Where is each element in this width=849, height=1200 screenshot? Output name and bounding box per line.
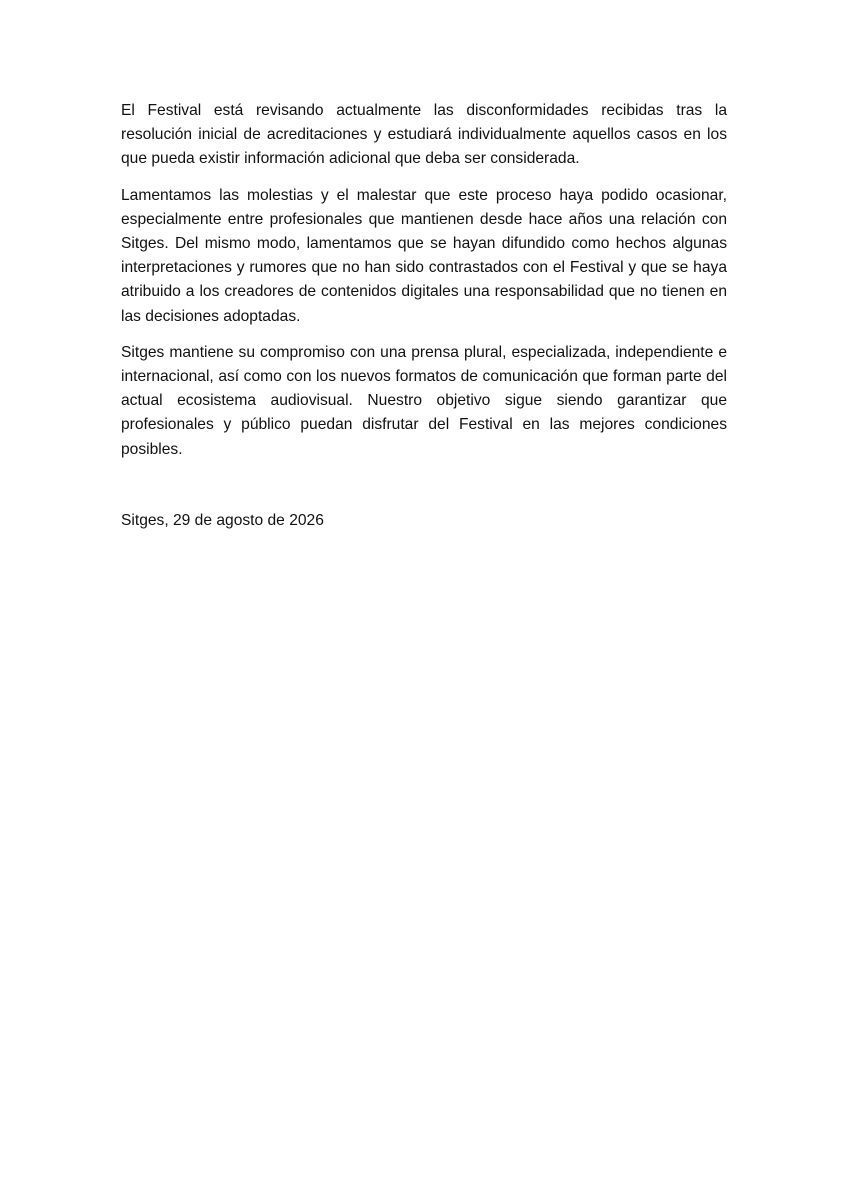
paragraph-review-statement: El Festival está revisando actualmente las disconformidades recibidas tras la resolución inicial de acreditaciones y estudiará individualmente aquellos casos en los que pueda existir información adicional que deba ser considerada. bbox=[121, 102, 727, 168]
place-and-date: Sitges, 29 de agosto de 2026 bbox=[121, 511, 324, 529]
paragraph-commitment: Sitges mantiene su compromiso con una prensa plural, especializada, independiente e internacional, así como con los nuevos formatos de comunicación que forman parte del actual ecosistema audiovisual. Nuestro objetivo sigue siendo garantizar que profesionales y público puedan disfrutar del Festival en las mejores condiciones posibles. bbox=[121, 343, 727, 458]
document-body bbox=[121, 99, 727, 533]
paragraph-apology: Lamentamos las molestias y el malestar que este proceso haya podido ocasionar, especialmente entre profesionales que mantienen desde hace años una relación con Sitges. Del mismo modo, lamentamos que se hayan difundido como hechos algunas interpretaciones y rumores que no han sido contrastados con el Festival y que se haya atribuido a los creadores de contenidos digitales una responsabilidad que no tienen en las decisiones adoptadas. bbox=[121, 186, 727, 325]
